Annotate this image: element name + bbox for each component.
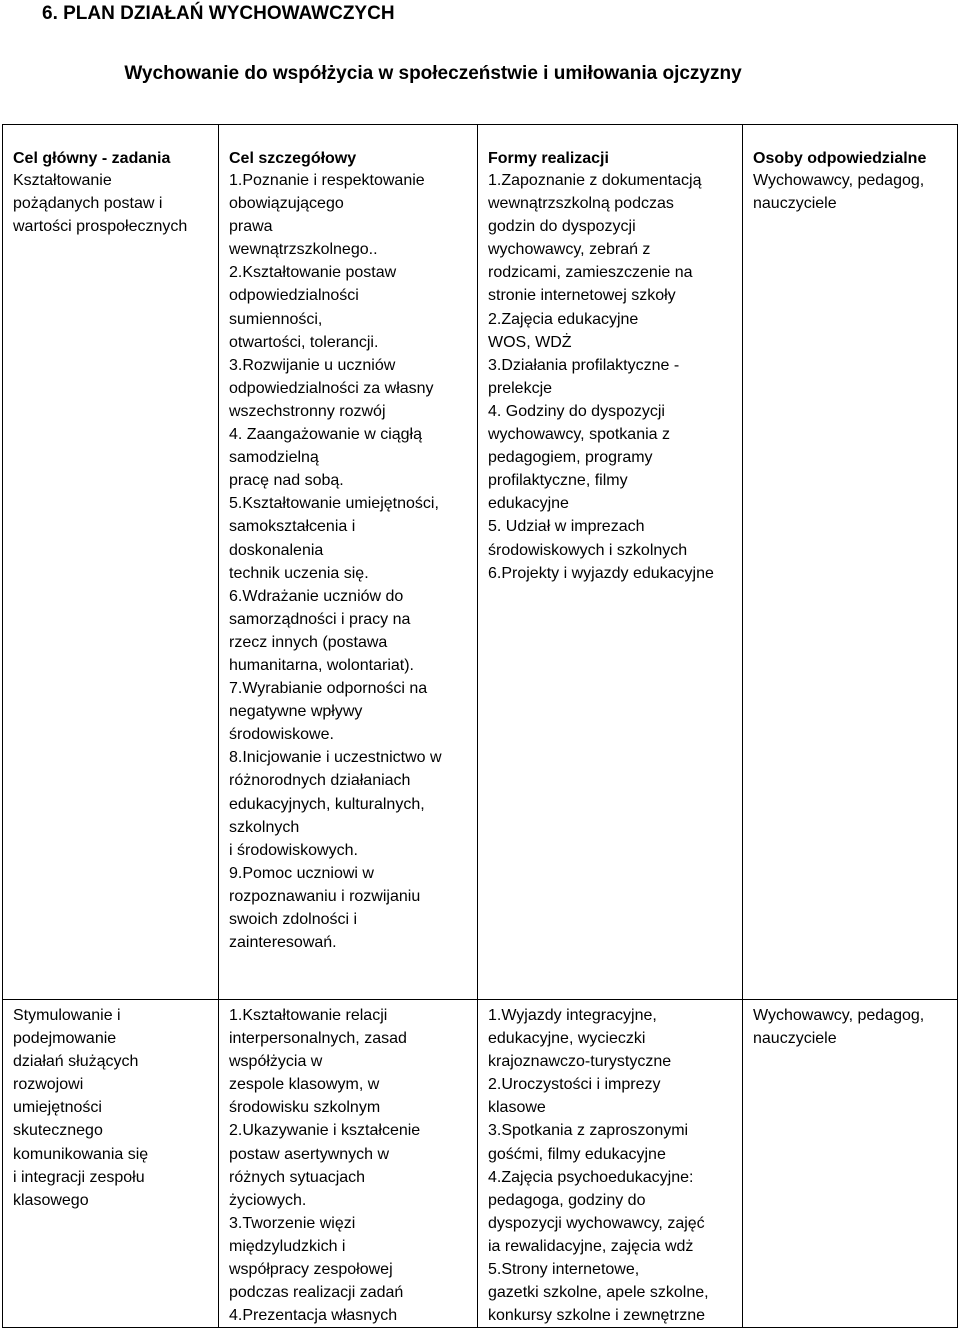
cell-text-line: 3.Tworzenie więzi	[229, 1214, 356, 1232]
cell-text-line: nauczyciele	[753, 195, 837, 213]
table-row	[3, 1000, 958, 1328]
cell-text-line: pedagogiem, programy	[488, 449, 653, 467]
goal-cell	[3, 169, 219, 1000]
cell-text-line: Wychowawcy, pedagog,	[753, 172, 925, 189]
cell-text-line: samokształcenia i	[229, 518, 356, 536]
cell-text-line: ia rewalidacyjne, zajęcia wdż	[488, 1237, 694, 1255]
cell-text-line: edukacyjnych, kulturalnych,	[229, 795, 425, 813]
cell-text-line: gośćmi, filmy edukacyjne	[488, 1145, 666, 1163]
forms-cell	[478, 1000, 743, 1328]
cell-text-line: prawa	[229, 218, 273, 236]
cell-text-line: wszechstronny rozwój	[229, 402, 386, 420]
cell-text-line: godzin do dyspozycji	[488, 218, 636, 236]
header-forms: Formy realizacji	[478, 125, 743, 170]
cell-text-line: obowiązującego	[229, 195, 344, 213]
cell-text-line: i integracji zespołu	[13, 1168, 145, 1186]
cell-text-line: konkursy szkolne i zewnętrzne	[488, 1307, 705, 1325]
cell-text-line: prelekcje	[488, 379, 553, 397]
cell-text-line: Kształtowanie	[13, 172, 112, 189]
cell-text-line: 5. Udział w imprezach	[488, 518, 645, 536]
cell-text-line: 5.Kształtowanie umiejętności,	[229, 495, 439, 513]
action-plan-table	[2, 124, 958, 1328]
cell-text-line: 6.Projekty i wyjazdy edukacyjne	[488, 564, 714, 582]
cell-text-line: działań służących	[13, 1053, 139, 1071]
subtitle: Wychowanie do współżycia w społeczeństwie i umiłowania ojczyzny	[124, 63, 742, 84]
cell-text-line: podczas realizacji zadań	[229, 1284, 404, 1302]
cell-text-line: 2.Uroczystości i imprezy	[488, 1076, 661, 1094]
cell-text-line: zainteresowań.	[229, 934, 337, 952]
cell-text-line: 6.Wdrażanie uczniów do	[229, 587, 404, 605]
cell-text-line: 7.Wyrabianie odporności na	[229, 680, 428, 698]
cell-text-line: 1.Poznanie i respektowanie	[229, 172, 425, 189]
cell-text-line: WOS, WDŻ	[488, 333, 572, 351]
cell-text-line: współpracy zespołowej	[229, 1261, 393, 1279]
cell-text-line: wewnątrzszkolną podczas	[488, 195, 674, 213]
forms-cell	[478, 169, 743, 1000]
cell-text-line: odpowiedzialności za własny	[229, 379, 434, 397]
cell-text-line: klasowego	[13, 1191, 89, 1209]
cell-text-line: 3.Działania profilaktyczne -	[488, 356, 680, 374]
cell-text-line: stronie internetowej szkoły	[488, 287, 676, 305]
cell-text-line: negatywne wpływy	[229, 703, 363, 721]
cell-text-line: wychowawcy, spotkania z	[488, 426, 670, 444]
cell-text-line: różnych sytuacjach	[229, 1168, 366, 1186]
header-details: Cel szczegółowy	[219, 125, 478, 170]
cell-text-line: współżycia w	[229, 1053, 323, 1071]
cell-text-line: wartości prospołecznych	[13, 218, 188, 236]
cell-text-line: różnorodnych działaniach	[229, 772, 411, 790]
cell-text-line: interpersonalnych, zasad	[229, 1030, 407, 1048]
cell-text-line: dyspozycji wychowawcy, zajęć	[488, 1214, 705, 1232]
cell-text-line: życiowych.	[229, 1191, 307, 1209]
cell-text-line: 1.Zapoznanie z dokumentacją	[488, 172, 702, 189]
cell-text-line: krajoznawczo-turystyczne	[488, 1053, 672, 1071]
cell-text-line: 2.Kształtowanie postaw	[229, 264, 397, 282]
cell-text-line: 3.Spotkania z zaproszonymi	[488, 1122, 689, 1140]
cell-text-line: rozpoznawaniu i rozwijaniu	[229, 887, 421, 905]
cell-text-line: edukacyjne, wycieczki	[488, 1030, 646, 1048]
cell-text-line: humanitarna, wolontariat).	[229, 656, 414, 674]
cell-text-line: postaw asertywnych w	[229, 1145, 390, 1163]
goal-cell	[3, 1000, 219, 1328]
responsible-cell	[743, 169, 958, 1000]
table-header-row	[3, 125, 958, 170]
cell-text-line: szkolnych	[229, 818, 300, 836]
cell-text-line: pożądanych postaw i	[13, 195, 163, 213]
cell-text-line: 4. Godziny do dyspozycji	[488, 402, 665, 420]
cell-text-line: 5.Strony internetowe,	[488, 1261, 640, 1279]
cell-text-line: gazetki szkolne, apele szkolne,	[488, 1284, 709, 1302]
cell-text-line: profilaktyczne, filmy	[488, 472, 628, 490]
cell-text-line: doskonalenia	[229, 541, 324, 559]
cell-text-line: 2.Ukazywanie i kształcenie	[229, 1122, 421, 1140]
details-cell	[219, 1000, 478, 1328]
cell-text-line: umiejętności	[13, 1099, 102, 1117]
cell-text-line: 3.Rozwijanie u uczniów	[229, 356, 396, 374]
cell-text-line: 4. Zaangażowanie w ciągłą	[229, 426, 423, 444]
cell-text-line: rodzicami, zamieszczenie na	[488, 264, 693, 282]
cell-text-line: pedagoga, godziny do	[488, 1191, 646, 1209]
cell-text-line: technik uczenia się.	[229, 564, 369, 582]
cell-text-line: 9.Pomoc uczniowi w	[229, 864, 374, 882]
cell-text-line: rozwojowi	[13, 1076, 84, 1094]
cell-text-line: odpowiedzialności	[229, 287, 359, 305]
cell-text-line: środowisku szkolnym	[229, 1099, 381, 1117]
cell-text-line: 2.Zajęcia edukacyjne	[488, 310, 639, 328]
cell-text-line: skutecznego	[13, 1122, 103, 1140]
cell-text-line: samodzielną	[229, 449, 319, 467]
cell-text-line: klasowe	[488, 1099, 546, 1117]
cell-text-line: 8.Inicjowanie i uczestnictwo w	[229, 749, 442, 767]
cell-text-line: 4.Prezentacja własnych	[229, 1307, 398, 1325]
responsible-cell	[743, 1000, 958, 1328]
cell-text-line: sumienności,	[229, 310, 323, 328]
cell-text-line: Stymulowanie i	[13, 1007, 121, 1024]
cell-text-line: wewnątrzszkolnego..	[229, 241, 378, 259]
cell-text-line: Wychowawcy, pedagog,	[753, 1007, 925, 1024]
cell-text-line: nauczyciele	[753, 1030, 837, 1048]
cell-text-line: zespole klasowym, w	[229, 1076, 380, 1094]
header-goal: Cel główny - zadania	[3, 125, 219, 170]
cell-text-line: 1.Wyjazdy integracyjne,	[488, 1007, 657, 1024]
cell-text-line: swoich zdolności i	[229, 911, 358, 928]
cell-text-line: komunikowania się	[13, 1145, 149, 1163]
cell-text-line: środowiskowe.	[229, 726, 334, 744]
table-row	[3, 169, 958, 1000]
cell-text-line: środowiskowych i szkolnych	[488, 541, 688, 559]
cell-text-line: i środowiskowych.	[229, 841, 358, 859]
cell-text-line: międzyludzkich i	[229, 1237, 346, 1255]
cell-text-line: edukacyjne	[488, 495, 569, 513]
cell-text-line: pracę nad sobą.	[229, 472, 344, 490]
header-responsible: Osoby odpowiedzialne	[743, 125, 958, 170]
details-cell	[219, 169, 478, 1000]
cell-text-line: samorządności i pracy na	[229, 610, 411, 628]
cell-text-line: rzecz innych (postawa	[229, 633, 388, 651]
cell-text-line: 4.Zajęcia psychoedukacyjne:	[488, 1168, 694, 1186]
cell-text-line: otwartości, tolerancji.	[229, 333, 379, 351]
cell-text-line: 1.Kształtowanie relacji	[229, 1007, 388, 1024]
section-title: 6. PLAN DZIAŁAŃ WYCHOWAWCZYCH	[42, 3, 395, 24]
cell-text-line: podejmowanie	[13, 1030, 117, 1048]
cell-text-line: wychowawcy, zebrań z	[488, 241, 651, 259]
